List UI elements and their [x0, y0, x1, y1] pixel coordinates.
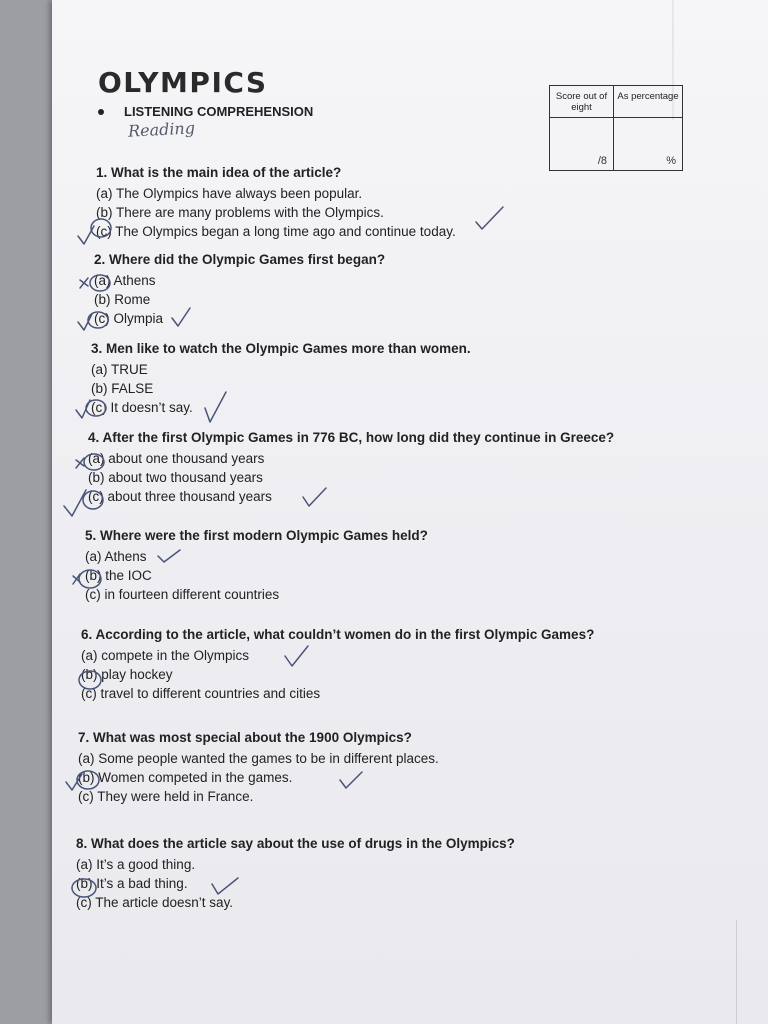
question-2 [94, 252, 385, 328]
score-box [549, 85, 683, 171]
question-text: 7. What was most special about the 1900 Olympics? [78, 730, 412, 745]
question-text: 1. What is the main idea of the article? [96, 165, 342, 180]
option-c: (c) Olympia [94, 311, 164, 326]
question-8 [76, 836, 515, 912]
question-text: 8. What does the article say about the use of drugs in the Olympics? [76, 836, 515, 851]
question-text: 5. Where were the first modern Olympic Games held? [85, 528, 428, 543]
question-6 [81, 627, 594, 703]
option-c: (c) travel to different countries and cities [81, 686, 321, 701]
option-a: (a) Athens [94, 273, 156, 288]
subtitle-bullet [98, 104, 313, 119]
question-text: 3. Men like to watch the Olympic Games more than women. [91, 341, 471, 356]
question-text: 4. After the first Olympic Games in 776 BC, how long did they continue in Greece? [88, 430, 615, 445]
option-a: (a) It’s a good thing. [76, 857, 196, 872]
question-7 [78, 730, 439, 806]
question-text: 2. Where did the Olympic Games first began? [94, 252, 386, 267]
score-cell-right [614, 118, 682, 170]
option-a: (a) compete in the Olympics [81, 648, 250, 663]
score-value-right: % [666, 155, 676, 167]
option-c: (c) in fourteen different countries [85, 587, 280, 602]
option-a: (a) about one thousand years [88, 451, 265, 466]
option-c: (c) The article doesn’t say. [76, 895, 234, 910]
option-c: (c) They were held in France. [78, 789, 254, 804]
option-b: (b) about two thousand years [88, 470, 263, 485]
option-b: (b) It’s a bad thing. [76, 876, 188, 891]
option-a: (a) Some people wanted the games to be in different places. [78, 751, 439, 766]
option-c: (c) about three thousand years [88, 489, 272, 504]
option-b: (b) There are many problems with the Olympics. [96, 205, 384, 220]
option-c: (c) The Olympics began a long time ago and continue today. [96, 224, 456, 239]
bullet-dot-icon [98, 109, 104, 115]
score-cell-left [550, 118, 614, 170]
option-b: (b) play hockey [81, 667, 173, 682]
question-3 [91, 341, 471, 417]
option-a: (a) TRUE [91, 362, 148, 377]
score-header-right: As percentage [614, 86, 682, 118]
question-text: 6. According to the article, what couldn’t women do in the first Olympic Games? [81, 627, 595, 642]
question-5 [85, 528, 428, 604]
option-a: (a) Athens [85, 549, 147, 564]
score-header-left: Score out of eight [550, 86, 614, 118]
option-b: (b) Women competed in the games. [78, 770, 293, 785]
score-value-left: /8 [597, 155, 607, 167]
option-b: (b) Rome [94, 292, 151, 307]
option-b: (b) FALSE [91, 381, 154, 396]
worksheet-title: OLYMPICS [98, 66, 268, 99]
option-b: (b) the IOC [85, 568, 152, 583]
paper-edge-line [736, 920, 737, 1024]
question-4 [88, 430, 614, 506]
question-1 [96, 165, 456, 241]
option-c: (c) It doesn’t say. [91, 400, 193, 415]
option-a: (a) The Olympics have always been popular. [96, 186, 363, 201]
handwritten-note: Reading [127, 118, 196, 141]
worksheet-subtitle: LISTENING COMPREHENSION [124, 104, 314, 119]
